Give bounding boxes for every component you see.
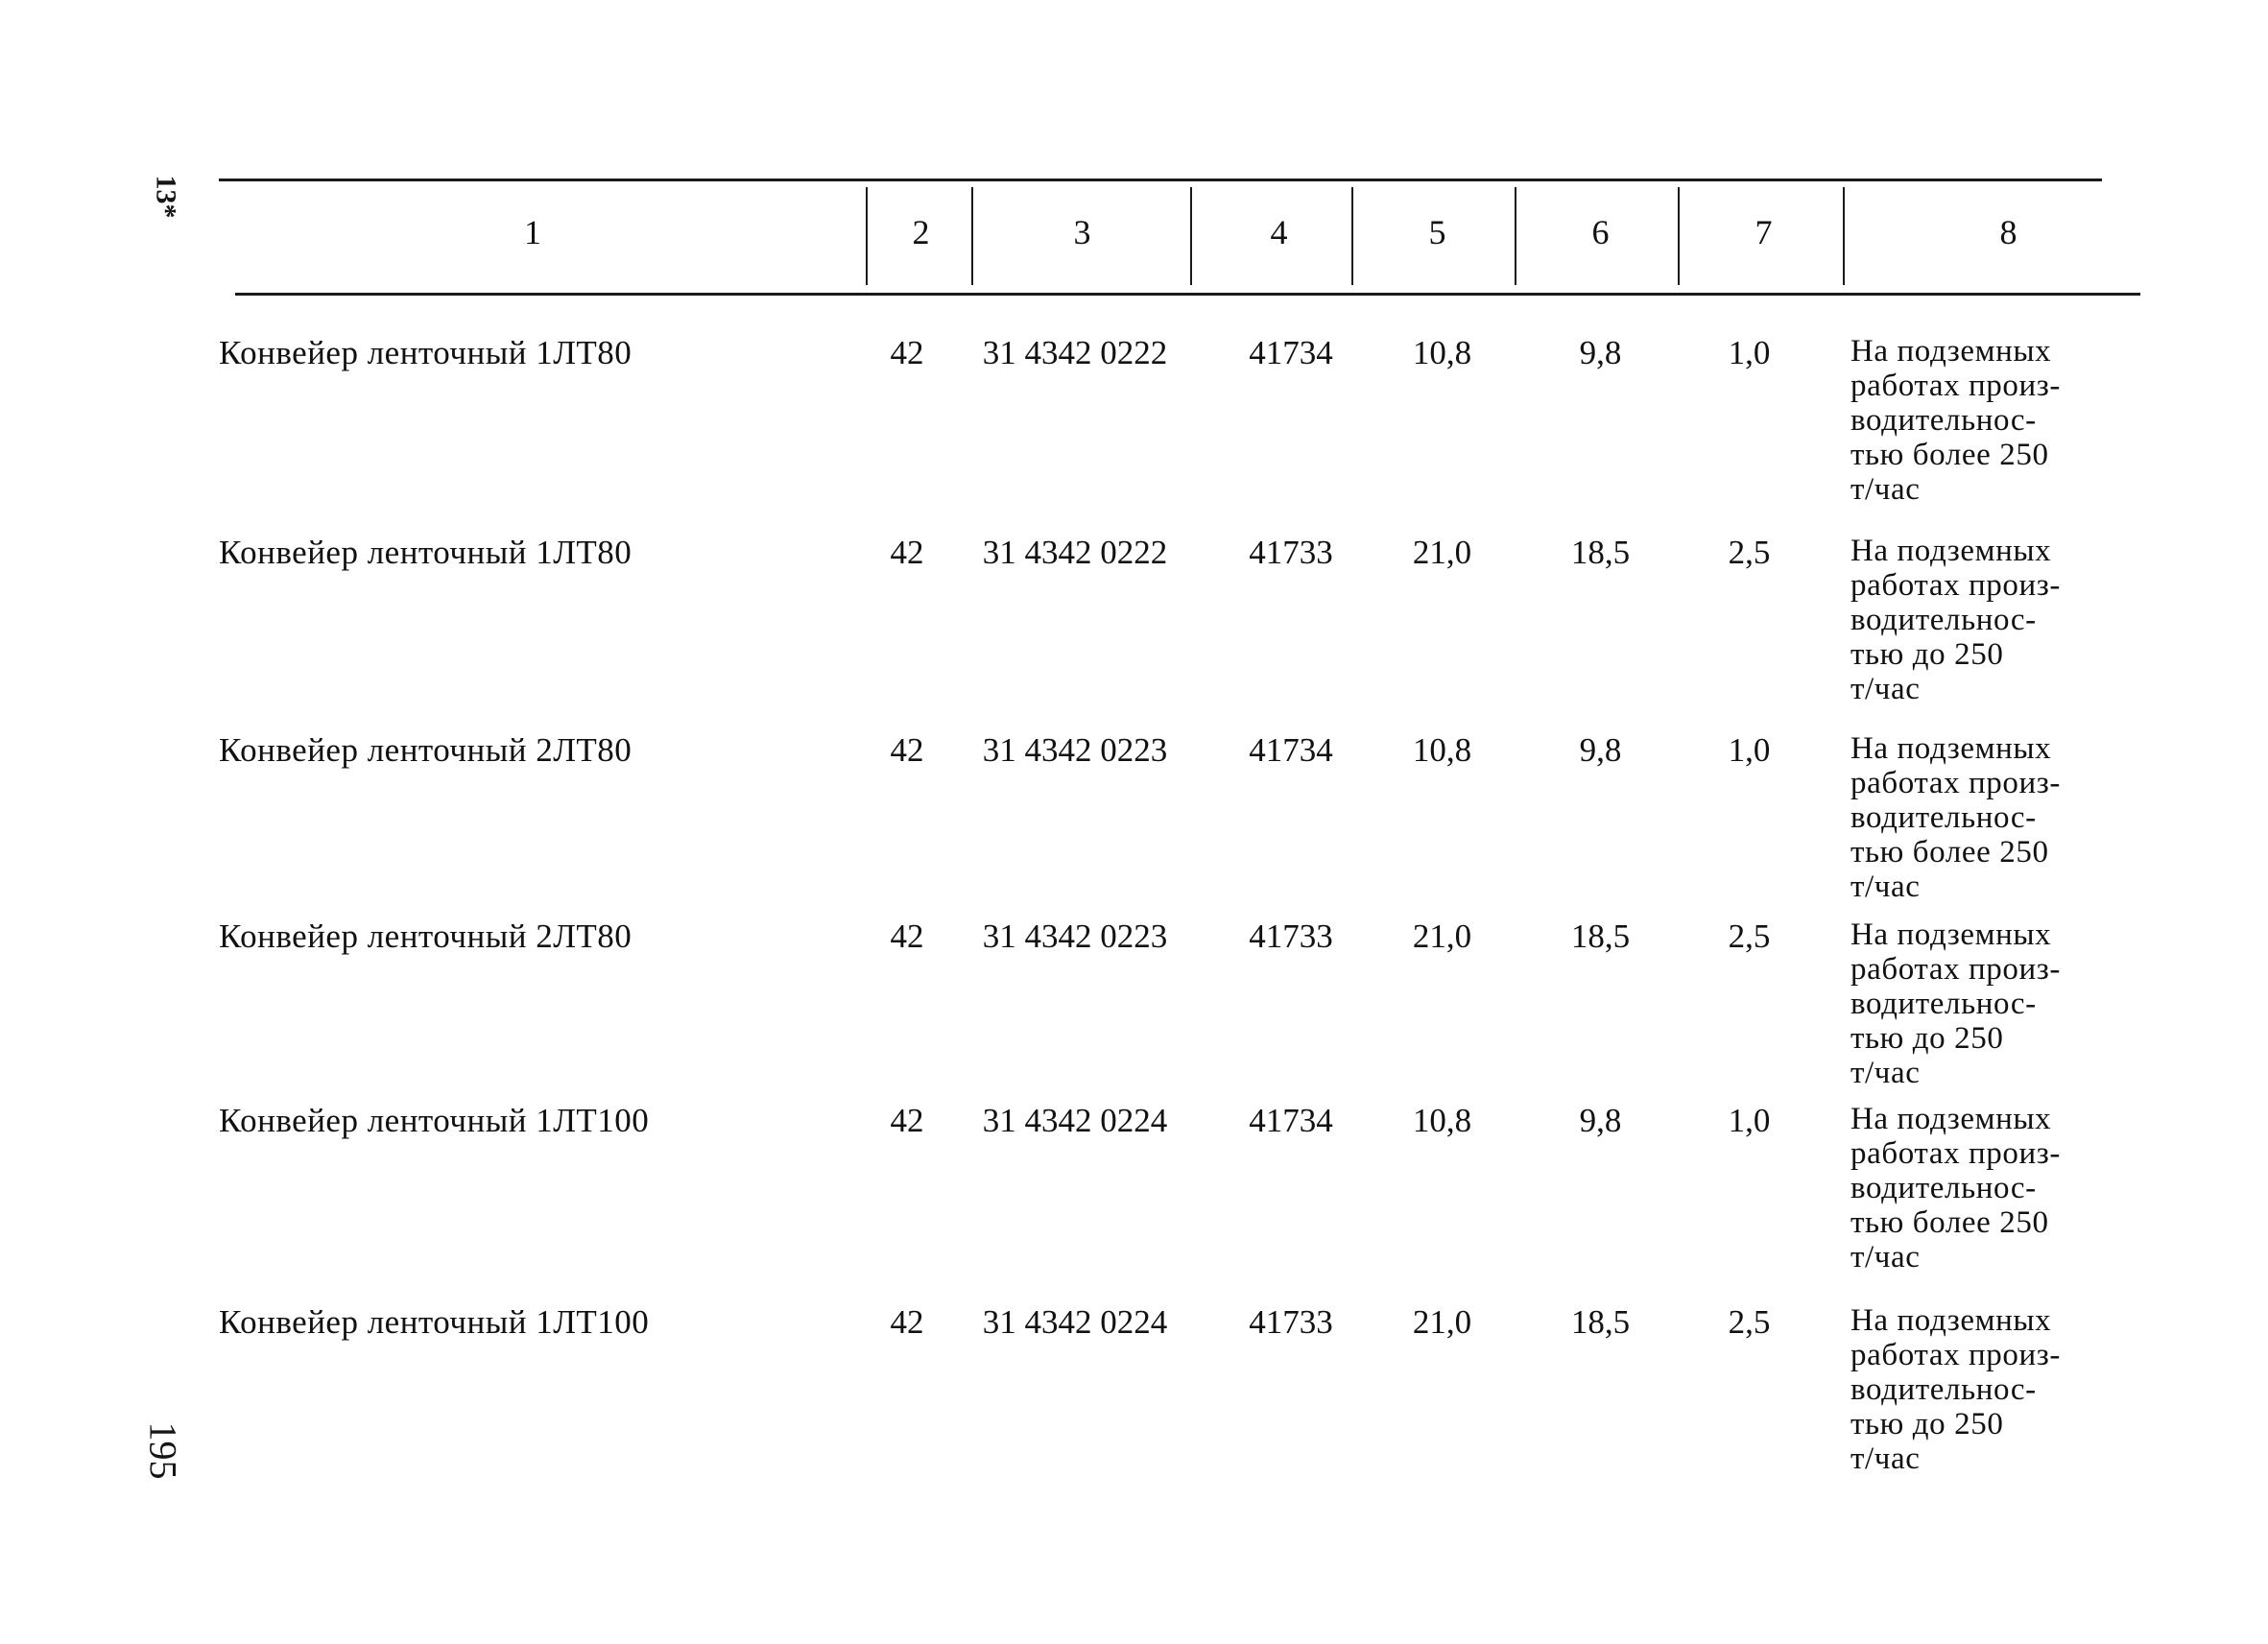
equipment-name: Конвейер ленточный 2ЛТ80 <box>219 731 633 769</box>
col-4-code: 41734 <box>1249 334 1333 371</box>
note-line: работах произ- <box>1850 369 2061 403</box>
col-6-value: 18,5 <box>1570 534 1631 571</box>
col-2-value: 42 <box>890 534 924 571</box>
col-2-value: 42 <box>890 334 924 371</box>
table-top-rule <box>219 179 2102 181</box>
col-4-code: 41733 <box>1249 1303 1333 1341</box>
col-5-value: 21,0 <box>1412 1303 1472 1341</box>
col-3-code: 31 4342 0222 <box>982 334 1168 371</box>
col-3-code: 31 4342 0223 <box>982 731 1168 769</box>
col-4-code: 41734 <box>1249 731 1333 769</box>
col-3-code: 31 4342 0223 <box>982 917 1168 955</box>
col-5-value: 21,0 <box>1412 534 1472 571</box>
col-2-value: 42 <box>890 731 924 769</box>
note-line: На подземных <box>1850 731 2052 766</box>
note-line: т/час <box>1850 870 1921 904</box>
note-line: тью более 250 <box>1850 438 2049 472</box>
note-line: т/час <box>1850 1056 1921 1090</box>
note-line: На подземных <box>1850 534 2052 568</box>
note-line: тью до 250 <box>1850 1021 2004 1056</box>
header-separator <box>971 187 973 285</box>
note-line: работах произ- <box>1850 568 2061 603</box>
note-line: работах произ- <box>1850 1338 2061 1372</box>
equipment-name: Конвейер ленточный 1ЛТ80 <box>219 334 633 371</box>
header-separator <box>1678 187 1680 285</box>
col-4-code: 41733 <box>1249 917 1333 955</box>
note-line: т/час <box>1850 1441 1921 1476</box>
note-line: водительнос- <box>1850 800 2037 835</box>
note <box>1850 534 2119 706</box>
header-col-6: 6 <box>1591 213 1610 251</box>
col-7-value: 1,0 <box>1728 1102 1771 1139</box>
note-line: водительнос- <box>1850 403 2037 438</box>
header-separator <box>1843 187 1845 285</box>
note-line: На подземных <box>1850 917 2052 952</box>
col-6-value: 9,8 <box>1579 1102 1622 1139</box>
equipment-name: Конвейер ленточный 1ЛТ100 <box>219 1303 650 1341</box>
note-line: работах произ- <box>1850 766 2061 800</box>
col-5-value: 10,8 <box>1412 334 1472 371</box>
equipment-name: Конвейер ленточный 2ЛТ80 <box>219 917 633 955</box>
col-6-value: 18,5 <box>1570 917 1631 955</box>
page-number: 195 <box>141 1421 185 1480</box>
col-5-value: 10,8 <box>1412 731 1472 769</box>
note-line: т/час <box>1850 1240 1921 1275</box>
col-3-code: 31 4342 0222 <box>982 534 1168 571</box>
header-col-7: 7 <box>1755 213 1773 251</box>
col-4-code: 41734 <box>1249 1102 1333 1139</box>
header-bottom-rule <box>235 293 2140 296</box>
col-6-value: 9,8 <box>1579 334 1622 371</box>
note-line: работах произ- <box>1850 952 2061 987</box>
note-line: тью более 250 <box>1850 835 2049 870</box>
note-line: водительнос- <box>1850 603 2037 637</box>
note-line: т/час <box>1850 672 1921 706</box>
note <box>1850 334 2119 507</box>
col-7-value: 2,5 <box>1728 917 1771 955</box>
col-7-value: 2,5 <box>1728 1303 1771 1341</box>
note-line: На подземных <box>1850 1102 2052 1136</box>
margin-mark: 13* <box>150 175 182 219</box>
note-line: работах произ- <box>1850 1136 2061 1171</box>
header-separator <box>1515 187 1516 285</box>
header-col-8: 8 <box>1999 213 2017 251</box>
header-separator <box>866 187 868 285</box>
col-6-value: 18,5 <box>1570 1303 1631 1341</box>
header-col-1: 1 <box>524 213 541 251</box>
note-line: На подземных <box>1850 1303 2052 1338</box>
header-col-3: 3 <box>1073 213 1091 251</box>
header-col-2: 2 <box>912 213 930 251</box>
col-5-value: 21,0 <box>1412 917 1472 955</box>
note-line: тью до 250 <box>1850 637 2004 672</box>
col-3-code: 31 4342 0224 <box>982 1102 1168 1139</box>
col-7-value: 1,0 <box>1728 334 1771 371</box>
header-col-5: 5 <box>1428 213 1446 251</box>
col-2-value: 42 <box>890 917 924 955</box>
col-2-value: 42 <box>890 1303 924 1341</box>
note-line: водительнос- <box>1850 1372 2037 1407</box>
equipment-name: Конвейер ленточный 1ЛТ100 <box>219 1102 650 1139</box>
note <box>1850 1102 2119 1275</box>
header-separator <box>1190 187 1192 285</box>
note <box>1850 731 2119 904</box>
col-7-value: 1,0 <box>1728 731 1771 769</box>
col-6-value: 9,8 <box>1579 731 1622 769</box>
note-line: На подземных <box>1850 334 2052 369</box>
note <box>1850 1303 2119 1476</box>
col-4-code: 41733 <box>1249 534 1333 571</box>
note <box>1850 917 2119 1090</box>
note-line: водительнос- <box>1850 1171 2037 1205</box>
note-line: тью до 250 <box>1850 1407 2004 1441</box>
col-7-value: 2,5 <box>1728 534 1771 571</box>
col-5-value: 10,8 <box>1412 1102 1472 1139</box>
col-2-value: 42 <box>890 1102 924 1139</box>
note-line: т/час <box>1850 472 1921 507</box>
header-col-4: 4 <box>1270 213 1288 251</box>
col-3-code: 31 4342 0224 <box>982 1303 1168 1341</box>
equipment-name: Конвейер ленточный 1ЛТ80 <box>219 534 633 571</box>
note-line: водительнос- <box>1850 987 2037 1021</box>
header-separator <box>1351 187 1353 285</box>
note-line: тью более 250 <box>1850 1205 2049 1240</box>
